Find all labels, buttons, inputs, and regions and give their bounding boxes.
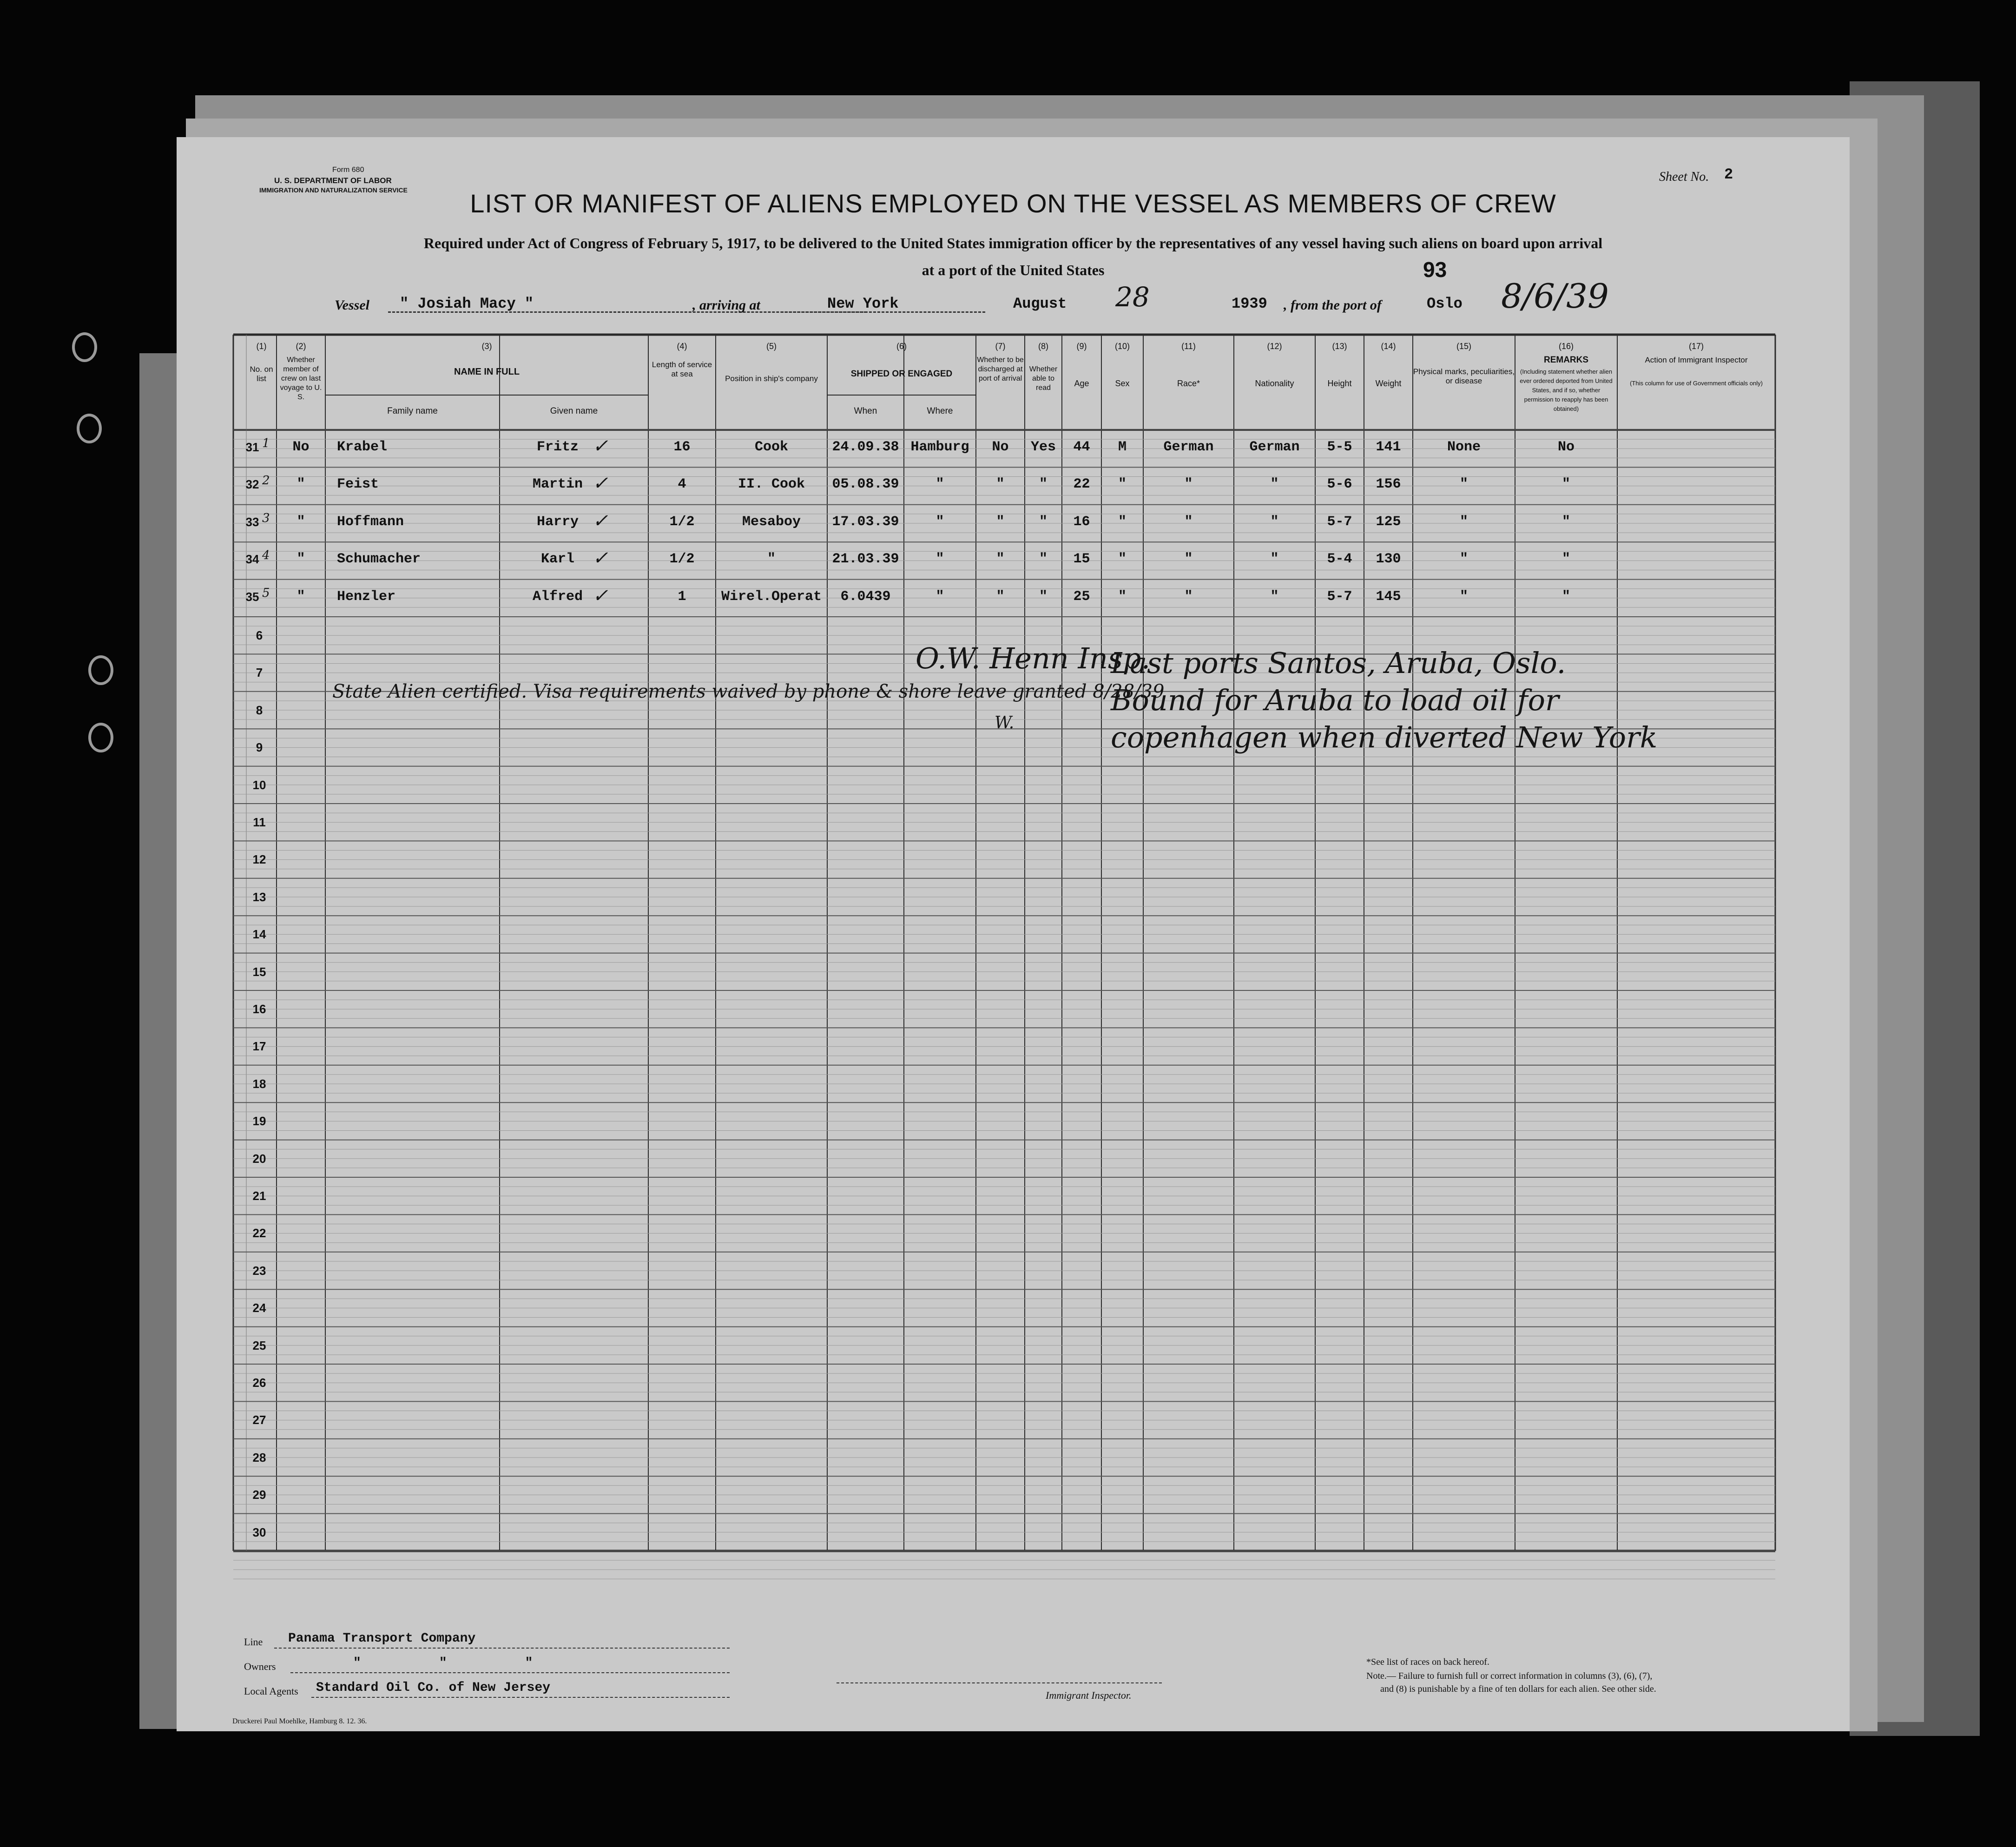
col-header-weight: Weight: [1375, 379, 1402, 388]
col-header-able-to-read: Whether able to read: [1029, 365, 1058, 392]
checkmark-icon: ✓: [593, 548, 608, 569]
col-header-no-on-list: No. on list: [250, 365, 273, 383]
row-number: 15: [252, 964, 266, 979]
cell-shipped-where: Hamburg: [910, 439, 969, 455]
row-number: 33: [245, 515, 259, 529]
subtitle-line-1: Required under Act of Congress of February 5, 1917, to be delivered to the United States immigration officer by the representatives of any vessel having such aliens on board upon arrival: [423, 235, 1603, 251]
column-number-2: (2): [296, 342, 306, 351]
cell-previous-voyage: ": [296, 588, 305, 605]
row-number: 8: [256, 703, 263, 717]
cell-shipped-where: ": [936, 551, 944, 567]
column-number-14: (14): [1381, 342, 1396, 351]
cell-sex: ": [1118, 476, 1127, 493]
column-number-11: (11): [1181, 342, 1196, 351]
cell-race: ": [1184, 476, 1193, 493]
cell-nationality: ": [1270, 476, 1279, 493]
cell-previous-voyage: ": [296, 476, 305, 493]
col-header-race: Race*: [1177, 379, 1200, 388]
cell-family-name: Henzler: [337, 588, 396, 605]
column-number-13: (13): [1332, 342, 1347, 351]
cell-shipped-when: 24.09.38: [832, 439, 899, 455]
col-header-inspector-action: Action of Immigrant Inspector: [1645, 356, 1748, 364]
row-number: 29: [252, 1488, 266, 1502]
cell-shipped-when: 6.0439: [840, 588, 891, 605]
cell-nationality: ": [1270, 514, 1279, 530]
cell-able-to-read: ": [1039, 514, 1048, 530]
cell-physical-marks: ": [1459, 476, 1468, 493]
col-header-given-name: Given name: [550, 406, 598, 416]
cell-shipped-when: 05.08.39: [832, 476, 899, 493]
row-number: 14: [252, 927, 266, 942]
column-number-7: (7): [995, 342, 1006, 351]
cell-family-name: Krabel: [337, 439, 388, 455]
row-pencil-number: 3: [262, 511, 270, 525]
col-header-nationality: Nationality: [1255, 379, 1294, 388]
cell-discharged: ": [996, 551, 1005, 567]
handwritten-date: 8/6/39: [1501, 277, 1609, 316]
cell-race: ": [1184, 514, 1193, 530]
row-number: 10: [252, 778, 266, 792]
cell-sex: ": [1118, 588, 1127, 605]
col-header-sex: Sex: [1115, 379, 1130, 388]
cell-shipped-where: ": [936, 476, 944, 493]
owners-underline: [290, 1672, 730, 1673]
sheet-number: 2: [1724, 166, 1733, 183]
cell-able-to-read: ": [1039, 551, 1048, 567]
row-pencil-number: 4: [262, 548, 270, 563]
col-header-previous-voyage: Whether member of crew on last voyage to U. S.: [280, 356, 322, 401]
handwritten-note-row7: State Alien certified. Visa requirements waived by phone & shore leave granted 8/28/39: [332, 681, 1165, 702]
cell-position: Cook: [754, 439, 788, 455]
cell-able-to-read: ": [1039, 476, 1048, 493]
cell-weight: 145: [1376, 588, 1401, 605]
department-name: U. S. DEPARTMENT OF LABOR: [274, 176, 392, 185]
row-number: 19: [252, 1114, 266, 1128]
cell-family-name: Schumacher: [337, 551, 421, 567]
cell-nationality: ": [1270, 588, 1279, 605]
races-note: *See list of races on back hereof.: [1366, 1657, 1489, 1667]
cell-given-name: Harry: [536, 514, 579, 530]
vessel-name: " Josiah Macy ": [400, 295, 534, 312]
arrival-day: 28: [1115, 281, 1150, 313]
checkmark-icon: ✓: [593, 585, 608, 607]
binder-hole: [88, 655, 113, 685]
cell-race: ": [1184, 551, 1193, 567]
col-header-when: When: [854, 406, 877, 416]
cell-previous-voyage: ": [296, 551, 305, 567]
row-number: 6: [256, 628, 263, 642]
column-number-17: (17): [1688, 342, 1704, 351]
arrival-year: 1939: [1232, 295, 1267, 312]
line-underline: [274, 1648, 730, 1649]
row-pencil-number: 2: [262, 474, 270, 488]
sheet-number-label: Sheet No.: [1659, 170, 1709, 184]
arrival-month: August: [1013, 295, 1067, 312]
row-number: 26: [252, 1376, 266, 1390]
cell-shipped-when: 17.03.39: [832, 514, 899, 530]
cell-previous-voyage: ": [296, 514, 305, 530]
remark-line-2: Bound for Aruba to load oil for: [1111, 683, 1559, 717]
row-number: 20: [252, 1151, 266, 1166]
fine-note-1: Note.— Failure to furnish full or correct information in columns (3), (6), (7),: [1366, 1671, 1653, 1681]
col-header-remarks: REMARKS: [1543, 355, 1589, 365]
column-number-6: (6): [896, 342, 907, 351]
line-value: Panama Transport Company: [288, 1631, 476, 1646]
column-number-3: (3): [481, 342, 492, 351]
agents-value: Standard Oil Co. of New Jersey: [316, 1681, 551, 1695]
cell-sex: ": [1118, 514, 1127, 530]
cell-discharged: ": [996, 588, 1005, 605]
column-number-15: (15): [1456, 342, 1471, 351]
cell-remarks: ": [1561, 588, 1570, 605]
cell-height: 5-5: [1327, 439, 1352, 455]
cell-remarks: No: [1557, 439, 1575, 455]
checkmark-icon: ✓: [593, 435, 608, 457]
cell-service-length: 16: [673, 439, 691, 455]
cell-age: 44: [1073, 439, 1090, 455]
cell-given-name: Fritz: [536, 439, 579, 455]
cell-age: 15: [1073, 551, 1090, 567]
col-header-length-of-service: Length of service at sea: [652, 360, 712, 378]
cell-nationality: ": [1270, 551, 1279, 567]
cell-position: II. Cook: [738, 476, 805, 493]
cell-height: 5-4: [1327, 551, 1352, 567]
cell-shipped-where: ": [936, 588, 944, 605]
cell-given-name: Karl: [540, 551, 574, 567]
remark-line-1: Last ports Santos, Aruba, Oslo.: [1111, 646, 1566, 680]
cell-given-name: Alfred: [532, 588, 583, 605]
stamp-number: 93: [1423, 257, 1447, 282]
row-number: 28: [252, 1450, 266, 1464]
column-number-12: (12): [1267, 342, 1282, 351]
column-number-10: (10): [1114, 342, 1130, 351]
checkmark-icon: ✓: [593, 473, 608, 495]
cell-able-to-read: Yes: [1030, 439, 1056, 455]
cell-discharged: ": [996, 476, 1005, 493]
row-number: 21: [252, 1189, 266, 1203]
col-header-remarks-note: (Including statement whether alien ever ordered deported from United States, and if so, whether permission to reapply has been obtained): [1520, 368, 1613, 412]
cell-service-length: 1: [678, 588, 686, 605]
cell-service-length: 1/2: [669, 514, 695, 530]
row-number: 12: [252, 852, 266, 867]
cell-previous-voyage: No: [292, 439, 310, 455]
agents-label: Local Agents: [244, 1685, 298, 1697]
column-number-5: (5): [766, 342, 777, 351]
row-number: 24: [252, 1301, 266, 1315]
cell-weight: 156: [1376, 476, 1401, 493]
row-pencil-number: 1: [262, 436, 270, 450]
cell-service-length: 4: [678, 476, 686, 493]
cell-remarks: ": [1561, 476, 1570, 493]
col-header-discharged: Whether to be discharged at port of arrival: [977, 356, 1024, 383]
cell-remarks: ": [1561, 514, 1570, 530]
cell-weight: 125: [1376, 514, 1401, 530]
row-pencil-number: 5: [262, 586, 270, 600]
departure-port: Oslo: [1427, 295, 1463, 312]
column-number-1: (1): [256, 342, 267, 351]
checkmark-icon: ✓: [593, 510, 608, 532]
row-number: 30: [252, 1525, 266, 1539]
row-number: 16: [252, 1002, 266, 1016]
cell-race: German: [1163, 439, 1214, 455]
cell-physical-marks: ": [1459, 551, 1468, 567]
cell-remarks: ": [1561, 551, 1570, 567]
column-number-8: (8): [1038, 342, 1048, 351]
cell-physical-marks: ": [1459, 514, 1468, 530]
col-header-name-in-full: NAME IN FULL: [454, 367, 520, 377]
row-number: 7: [256, 666, 263, 680]
cell-sex: M: [1118, 439, 1127, 455]
column-number-4: (4): [677, 342, 687, 351]
col-header-position: Position in ship's company: [725, 374, 818, 383]
cell-discharged: ": [996, 514, 1005, 530]
arrival-port: New York: [827, 295, 899, 312]
cell-height: 5-6: [1327, 476, 1352, 493]
cell-age: 22: [1073, 476, 1090, 493]
handwritten-initials: W.: [995, 713, 1015, 732]
row-number: 13: [252, 890, 266, 904]
cell-sex: ": [1118, 551, 1127, 567]
manifest-sheet: [177, 137, 1850, 1731]
inspector-label: Immigrant Inspector.: [1046, 1689, 1132, 1701]
column-number-16: (16): [1558, 342, 1574, 351]
row-number: 34: [245, 552, 259, 567]
owners-label: Owners: [244, 1661, 276, 1672]
col-header-age: Age: [1074, 379, 1089, 388]
cell-nationality: German: [1249, 439, 1300, 455]
cell-physical-marks: None: [1447, 439, 1481, 455]
cell-shipped-when: 21.03.39: [832, 551, 899, 567]
col-header-family-name: Family name: [387, 406, 438, 416]
vessel-label: Vessel: [335, 297, 369, 313]
binder-hole: [88, 723, 113, 752]
cell-family-name: Hoffmann: [337, 514, 404, 530]
cell-position: ": [767, 551, 776, 567]
cell-weight: 141: [1376, 439, 1401, 455]
row-number: 9: [256, 740, 263, 755]
service-name: IMMIGRATION AND NATURALIZATION SERVICE: [259, 186, 408, 194]
row-number: 32: [245, 477, 259, 492]
row-number: 11: [253, 815, 266, 829]
binder-hole: [72, 332, 97, 362]
cell-service-length: 1/2: [669, 551, 695, 567]
row-number: 31: [245, 440, 259, 454]
inspector-signature: O.W. Henn Insp.: [916, 641, 1151, 675]
line-label: Line: [244, 1636, 263, 1648]
cell-height: 5-7: [1327, 514, 1352, 530]
remark-line-3: copenhagen when diverted New York: [1111, 720, 1658, 754]
owners-value: " " ": [353, 1656, 533, 1670]
col-header-shipped-engaged: SHIPPED OR ENGAGED: [850, 369, 953, 379]
from-port-label: , from the port of: [1284, 297, 1382, 313]
cell-able-to-read: ": [1039, 588, 1048, 605]
cell-physical-marks: ": [1459, 588, 1468, 605]
col-header-physical-marks: Physical marks, peculiarities, or disease: [1413, 367, 1515, 385]
binder-hole: [77, 414, 102, 443]
cell-position: Wirel.Operat: [721, 588, 822, 605]
cell-given-name: Martin: [532, 476, 583, 493]
col-header-inspector-note: (This column for use of Government officials only): [1630, 380, 1763, 387]
cell-race: ": [1184, 588, 1193, 605]
cell-weight: 130: [1376, 551, 1401, 567]
agents-underline: [311, 1697, 730, 1698]
row-number: 22: [252, 1226, 266, 1240]
form-number: Form 680: [332, 166, 364, 174]
cell-age: 16: [1073, 514, 1090, 530]
row-number: 17: [252, 1039, 266, 1054]
col-header-height: Height: [1327, 379, 1352, 388]
row-number: 25: [252, 1338, 266, 1352]
cell-family-name: Feist: [337, 476, 379, 493]
arriving-label: , arriving at: [692, 297, 760, 313]
cell-age: 25: [1073, 588, 1090, 605]
inspector-signature-line: [837, 1682, 1162, 1683]
cell-shipped-where: ": [936, 514, 944, 530]
cell-height: 5-7: [1327, 588, 1352, 605]
page-title: LIST OR MANIFEST OF ALIENS EMPLOYED ON THE VESSEL AS MEMBERS OF CREW: [470, 189, 1556, 218]
printer-credit: Druckerei Paul Moehlke, Hamburg 8. 12. 36.: [232, 1717, 367, 1725]
column-number-9: (9): [1076, 342, 1087, 351]
row-number: 27: [252, 1413, 266, 1427]
fine-note-2: and (8) is punishable by a fine of ten dollars for each alien. See other side.: [1380, 1684, 1656, 1694]
cell-discharged: No: [992, 439, 1009, 455]
row-number: 23: [252, 1263, 266, 1278]
subtitle-line-2: at a port of the United States: [922, 262, 1105, 278]
col-header-where: Where: [927, 406, 953, 416]
row-number: 35: [245, 589, 259, 604]
row-number: 18: [252, 1076, 266, 1091]
cell-position: Mesaboy: [742, 514, 801, 530]
